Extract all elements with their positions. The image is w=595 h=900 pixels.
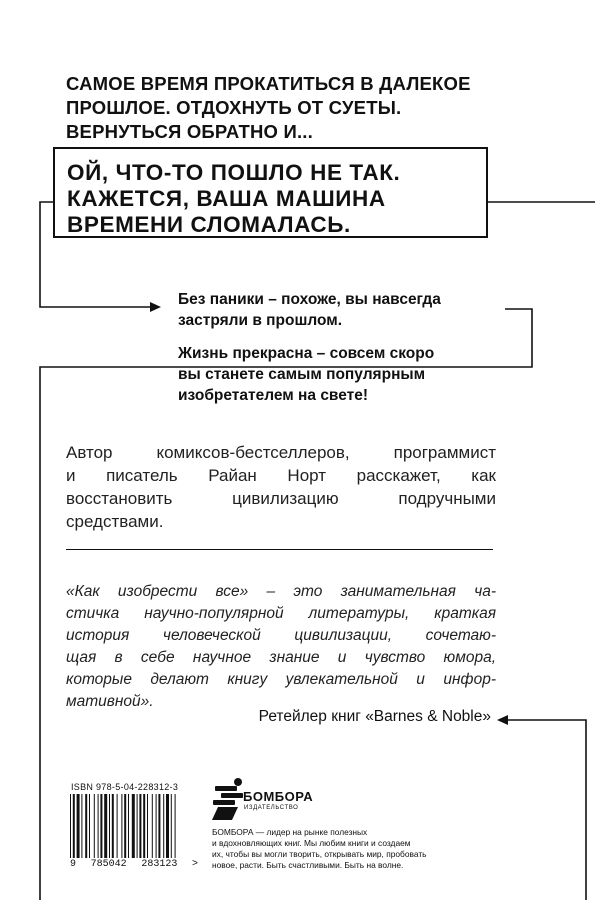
intro-line: САМОЕ ВРЕМЯ ПРОКАТИТЬСЯ В ДАЛЕКОЕ — [66, 73, 471, 94]
barcode-digit-group: 283123 — [141, 859, 178, 870]
review-line: стичка научно-популярной литературы, краткая — [66, 605, 496, 622]
calm-line: Жизнь прекрасна – совсем скоро — [178, 345, 435, 362]
alert-box — [53, 147, 488, 238]
publisher-about-line: БОМБОРА — лидер на рынке полезных — [212, 827, 368, 837]
publisher-about-line: и вдохновляющих книг. Мы любим книги и создаем — [212, 838, 411, 848]
review-line: которые делают книгу увлекательной и инфор- — [66, 671, 496, 688]
alert-line: ОЙ, ЧТО-ТО ПОШЛО НЕ ТАК. — [67, 160, 401, 185]
publisher-about-line: новое, расти. Быть счастливыми. Быть на волне. — [212, 860, 404, 870]
calm-line: Без паники – похоже, вы навсегда — [178, 291, 441, 308]
publisher-subtitle: ИЗДАТЕЛЬСТВО — [244, 805, 299, 811]
review-line: история человеческой цивилизации, сочетаю- — [66, 627, 496, 644]
review-line: щая в себе научное знание и чувство юмора, — [66, 649, 496, 666]
publisher-about — [212, 827, 452, 871]
calm-line: застряли в прошлом. — [178, 312, 343, 329]
barcode-digit-group: 9 — [70, 859, 77, 870]
author-line: Автор комиксов-бестселлеров, программист — [66, 443, 496, 462]
barcode-digits — [70, 859, 198, 871]
calm-text — [178, 289, 498, 418]
review-line: мативной». — [66, 693, 154, 710]
intro-heading — [66, 72, 506, 144]
barcode-digit-group: 785042 — [90, 859, 127, 870]
author-line: средствами. — [66, 512, 164, 531]
author-line: и писатель Райан Норт расскажет, как — [66, 466, 496, 485]
review-source: Ретейлер книг «Barnes & Noble» — [258, 708, 491, 725]
publisher-name: БОМБОРА — [243, 789, 314, 804]
alert-line: ВРЕМЕНИ СЛОМАЛАСЬ. — [67, 212, 351, 237]
barcode-icon — [68, 794, 198, 860]
intro-line: ВЕРНУТЬСЯ ОБРАТНО И... — [66, 121, 313, 142]
alert-line: КАЖЕТСЯ, ВАША МАШИНА — [67, 186, 386, 211]
intro-line: ПРОШЛОЕ. ОТДОХНУТЬ ОТ СУЕТЫ. — [66, 97, 402, 118]
review-line: «Как изобрести все» – это занимательная ча- — [66, 583, 496, 600]
calm-paragraph-2 — [178, 343, 498, 406]
calm-line: изобретателем на свете! — [178, 387, 369, 404]
review-quote — [66, 581, 496, 713]
author-blurb — [66, 441, 496, 533]
calm-line: вы станете самым популярным — [178, 366, 426, 383]
divider — [66, 549, 493, 550]
author-line: восстановить цивилизацию подручными — [66, 489, 496, 508]
isbn-label: ISBN 978-5-04-228312-3 — [71, 782, 179, 792]
publisher-about-line: их, чтобы вы могли творить, открывать мир, пробовать — [212, 849, 427, 859]
barcode-digit-group: > — [191, 859, 198, 870]
calm-paragraph-1 — [178, 289, 498, 331]
